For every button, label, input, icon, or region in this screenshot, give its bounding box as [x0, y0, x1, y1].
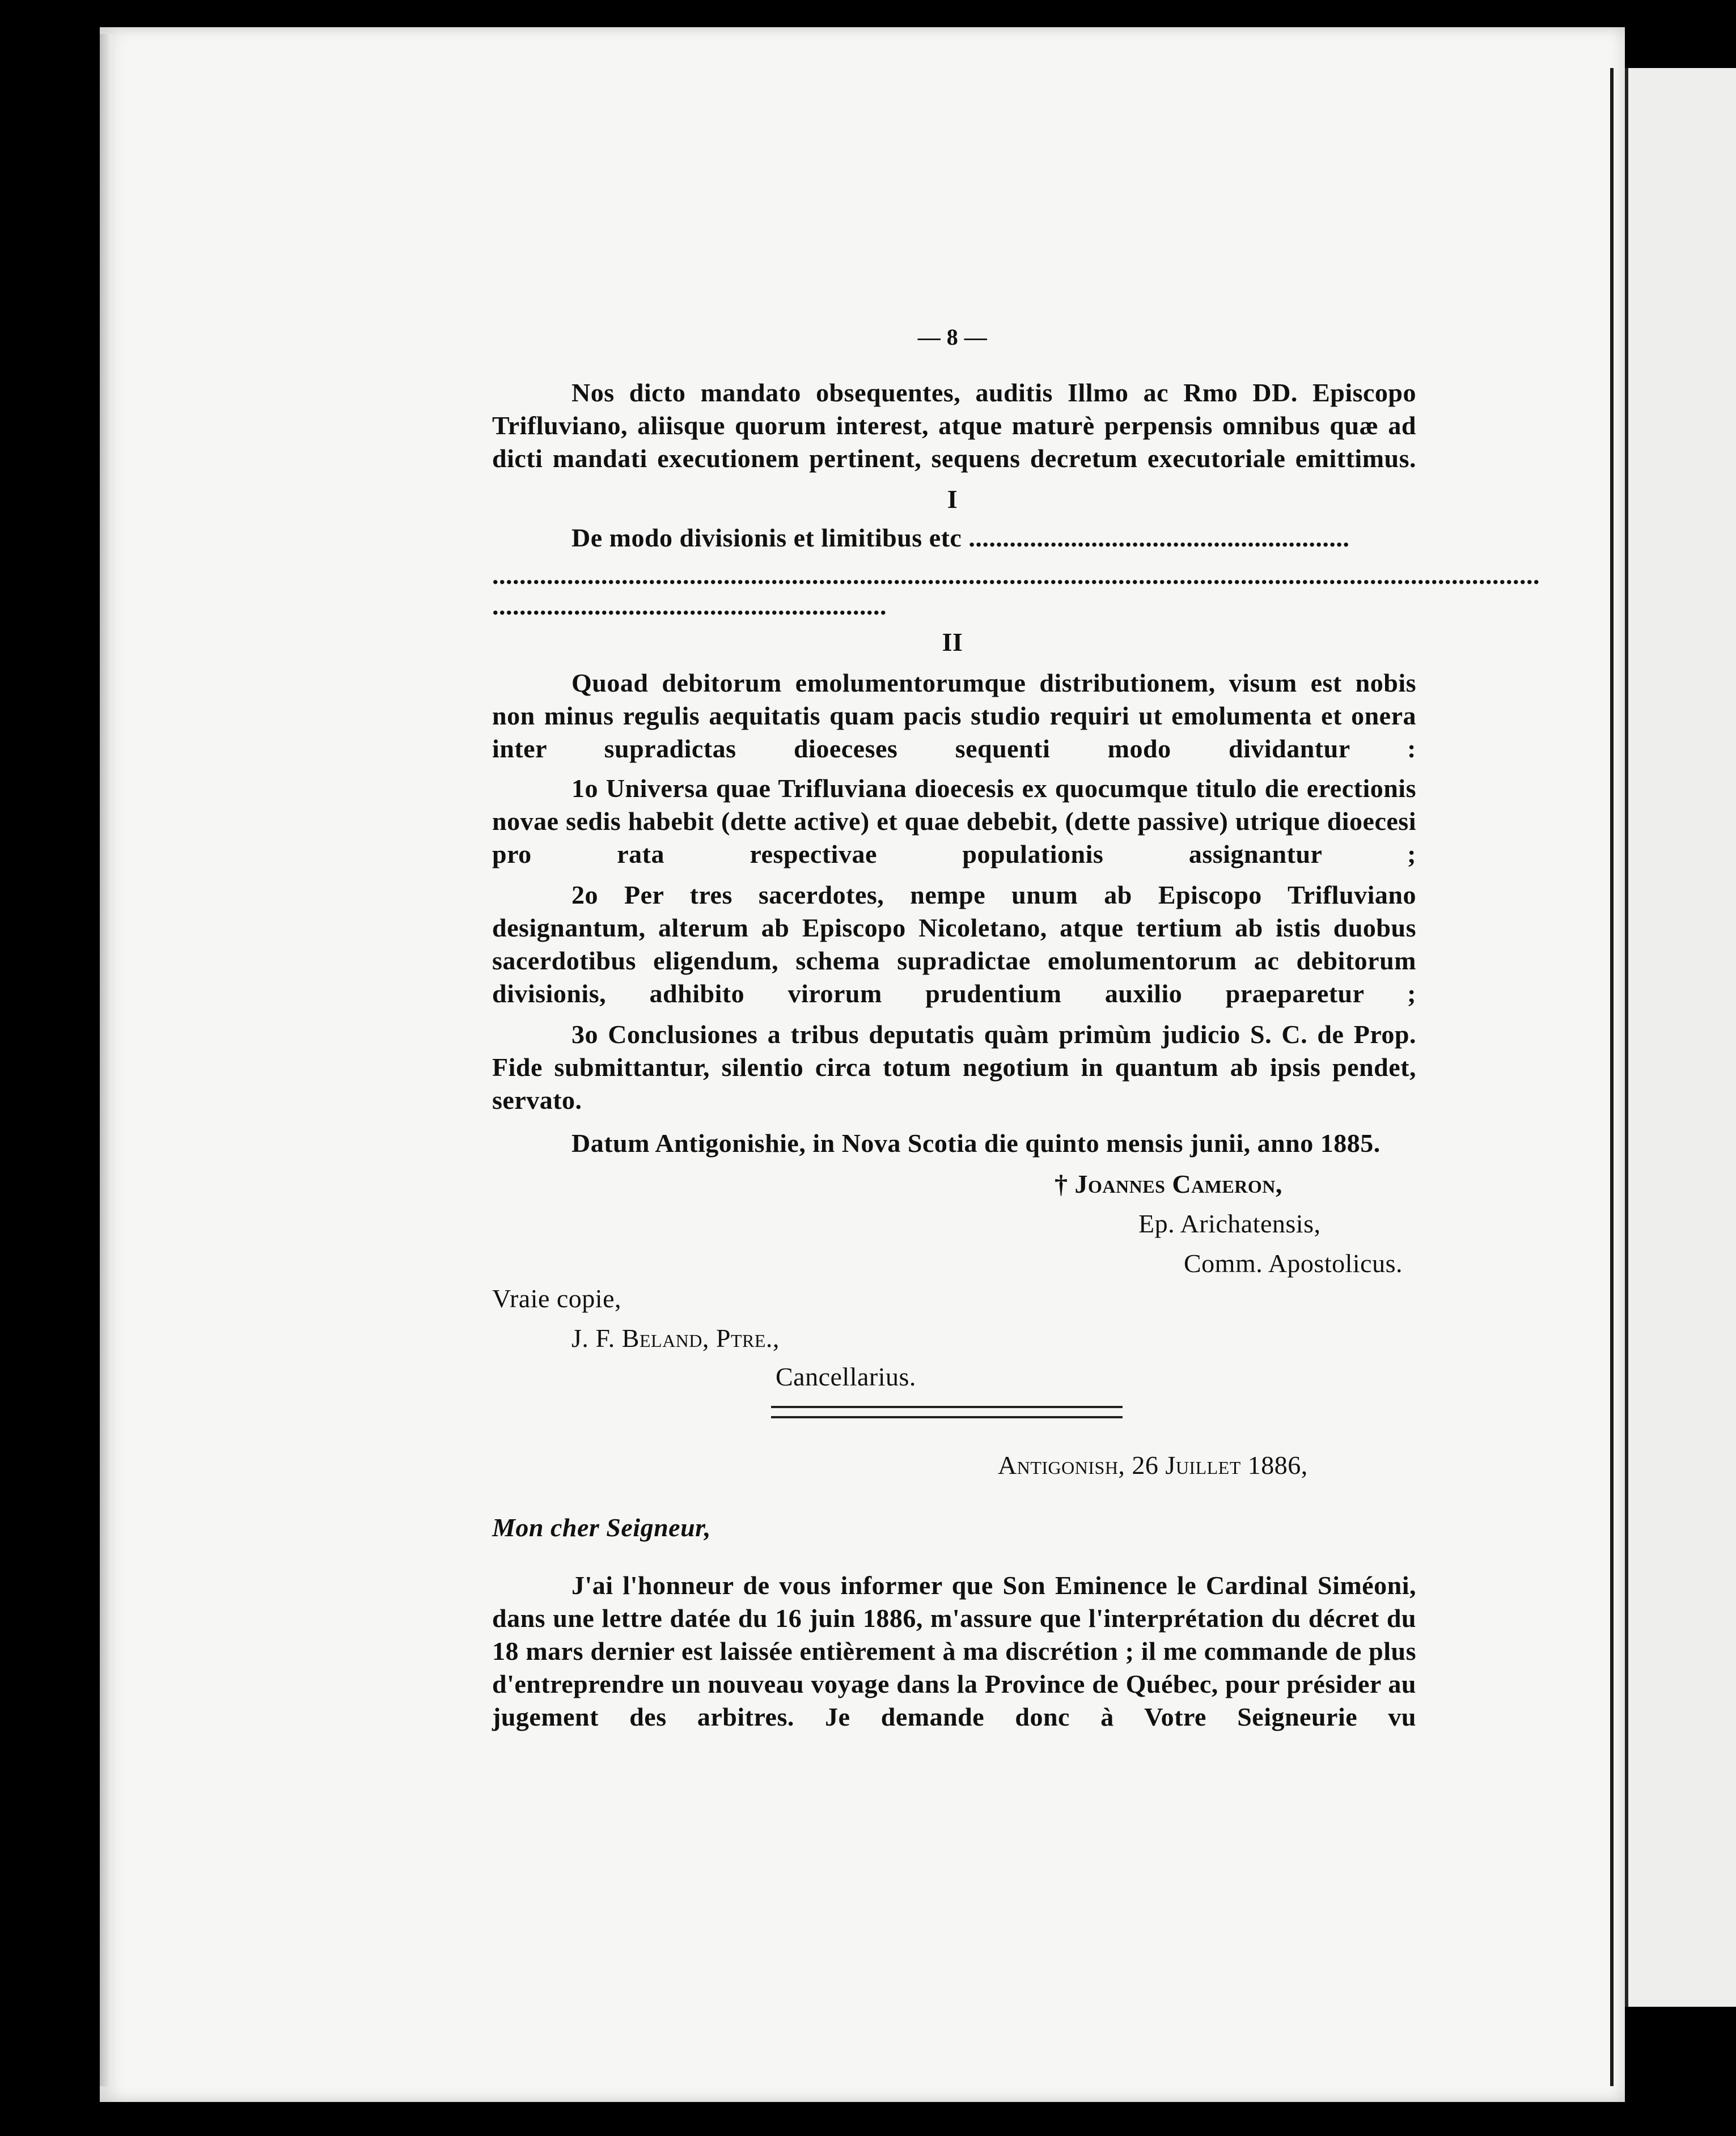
letter-dateline: Antigonish, 26 Juillet 1886, — [998, 1451, 1308, 1480]
decree-intro-paragraph: Nos dicto mandato obsequentes, auditis Illmo ac Rmo DD. Episcopo Trifluviano, aliisque quorum interest, atque maturè perpensis omnibus quæ ad dicti mandati executionem pertinent, sequens decretum executoriale emittimus. — [492, 378, 1416, 473]
next-page-edge — [1625, 68, 1736, 2007]
signature-title-2: Comm. Apostolicus. — [1184, 1249, 1403, 1278]
datum-line: Datum Antigonishie, in Nova Scotia die quinto mensis junii, anno 1885. — [571, 1129, 1381, 1158]
section-1-text: De modo divisionis et limitibus etc ........................................................ — [571, 523, 1350, 552]
page-number: — 8 — — [917, 324, 988, 350]
copy-name: J. F. Beland, Ptre., — [571, 1324, 780, 1353]
letter-body-paragraph: J'ai l'honneur de vous informer que Son Eminence le Cardinal Siméoni, dans une lettre datée du 16 juin 1886, m'assure que l'interprétation du décret du 18 mars dernier est laissée entièrement à ma discrétion ; il me commande de plus d'entreprendre un nouveau voyage dans la Province de Québec, pour présider au jugement des arbitres. Je demande donc à Votre Seigneurie vu — [492, 1571, 1416, 1731]
letter-salutation: Mon cher Seigneur, — [492, 1513, 712, 1542]
section-1-dots-line-2: .......................................................................................................................................................... — [492, 561, 1540, 590]
signature-name: † Joannes Cameron, — [1055, 1169, 1282, 1198]
signature-title-1: Ep. Arichatensis, — [1138, 1209, 1321, 1238]
section-numeral-2: II — [942, 628, 963, 656]
copy-role: Cancellarius. — [776, 1362, 916, 1391]
book-spine-shadow — [1610, 68, 1614, 2086]
item-2-paragraph: 2o Per tres sacerdotes, nempe unum ab Episcopo Trifluviano designantum, alterum ab Episcopo Nicoletano, atque tertium ab istis duobus sacerdotibus eligendum, schema supradictae emolumentorum ac debitorum divisionis, adhibito virorum prudentium auxilio praeparetur ; — [492, 880, 1416, 1008]
page-left-edge — [100, 34, 111, 2086]
copy-label: Vraie copie, — [492, 1284, 622, 1313]
item-1-paragraph: 1o Universa quae Trifluviana dioecesis ex quocumque titulo die erectionis novae sedis habebit (dette active) et quae debebit, (dette passive) utrique dioecesi pro rata respectivae populationis assignantur ; — [492, 774, 1416, 868]
item-3-paragraph: 3o Conclusiones a tribus deputatis quàm primùm judicio S. C. de Prop. Fide submittantur, silentio circa totum negotium in quantum ab ipsis pendet, servato. — [492, 1020, 1416, 1114]
section-divider-rule — [771, 1406, 1123, 1418]
section-1-dots-line-3: .......................................................... — [492, 591, 887, 620]
section-2-paragraph: Quoad debitorum emolumentorumque distributionem, visum est nobis non minus regulis aequitatis quam pacis studio requiri ut emolumenta et onera inter supradictas dioeceses sequenti modo dividantur : — [492, 668, 1416, 763]
section-numeral-1: I — [947, 485, 958, 514]
